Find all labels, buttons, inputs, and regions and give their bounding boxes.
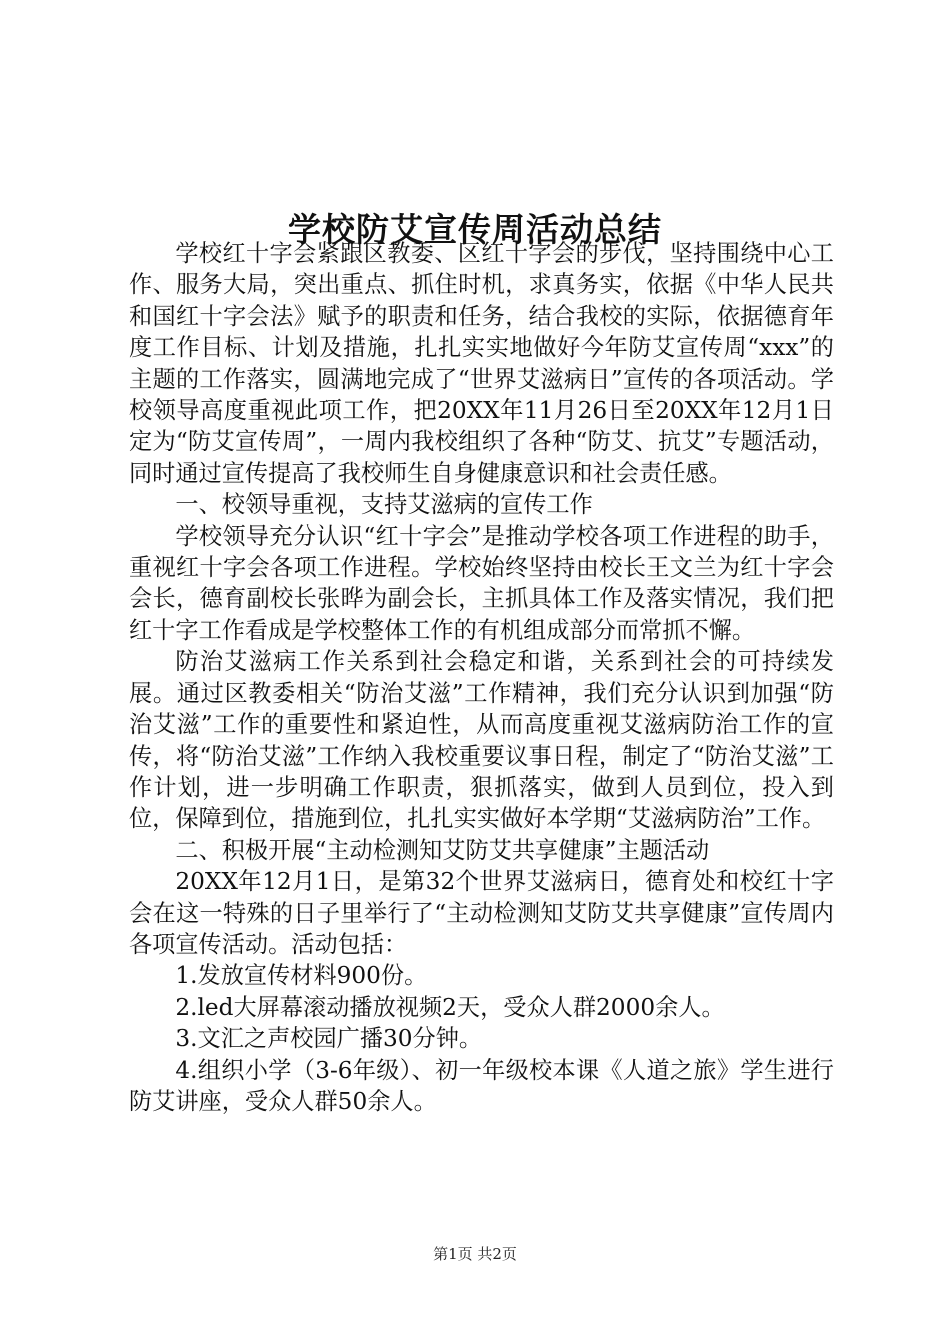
page-footer bbox=[0, 1243, 950, 1265]
intro-paragraph: 学校红十字会紧跟区教委、区红十字会的步伐，坚持围绕中心工作、服务大局，突出重点、抓住时机，求真务实，依据《中华人民共和国红十字会法》赋予的职责和任务，结合我校的实际，依据德育年度工作目标、计划及措施，扎扎实实地做好今年防艾宣传周“xxx”的主题的工作落实，圆满地完成了“世界艾滋病日”宣传的各项活动。学校领导高度重视此项工作，把20XX年11月26日至20XX年12月1日定为“防艾宣传周”，一周内我校组织了各种“防艾、抗艾”专题活动，同时通过宣传提高了我校师生自身健康意识和社会责任感。 bbox=[129, 240, 834, 487]
document-title: 学校防艾宣传周活动总结 bbox=[288, 210, 662, 250]
body-paragraph: 防治艾滋病工作关系到社会稳定和谐，关系到社会的可持续发展。通过区教委相关“防治艾滋”工作精神，我们充分认识到加强“防治艾滋”工作的重要性和紧迫性，从而高度重视艾滋病防治工作的宣传，将“防治艾滋”工作纳入我校重要议事日程，制定了“防治艾滋”工作计划，进一步明确工作职责，狠抓落实，做到人员到位，投入到位，保障到位，措施到位，扎扎实实做好本学期“艾滋病防治”工作。 bbox=[129, 648, 834, 833]
page-number-label: 第1页 共2页 bbox=[433, 1245, 517, 1263]
document-body bbox=[129, 238, 834, 1117]
list-item: 3.文汇之声校园广播30分钟。 bbox=[175, 1025, 483, 1053]
list-item: 1.发放宣传材料900份。 bbox=[175, 962, 428, 990]
list-item: 2.led大屏幕滚动播放视频2天，受众人群2000余人。 bbox=[175, 993, 725, 1021]
section-heading-1: 一、校领导重视，支持艾滋病的宣传工作 bbox=[175, 491, 593, 519]
section-heading-2: 二、积极开展“主动检测知艾防艾共享健康”主题活动 bbox=[175, 836, 710, 864]
body-paragraph: 20XX年12月1日，是第32个世界艾滋病日，德育处和校红十字会在这一特殊的日子里举行了“主动检测知艾防艾共享健康”宣传周内各项宣传活动。活动包括： bbox=[129, 868, 834, 958]
body-paragraph: 学校领导充分认识“红十字会”是推动学校各项工作进程的助手，重视红十字会各项工作进程。学校始终坚持由校长王文兰为红十字会会长，德育副校长张晔为副会长，主抓具体工作及落实情况，我们把红十字工作看成是学校整体工作的有机组成部分而常抓不懈。 bbox=[129, 522, 834, 644]
list-item: 4.组织小学（3-6年级）、初一年级校本课《人道之旅》学生进行防艾讲座，受众人群50余人。 bbox=[129, 1056, 834, 1115]
